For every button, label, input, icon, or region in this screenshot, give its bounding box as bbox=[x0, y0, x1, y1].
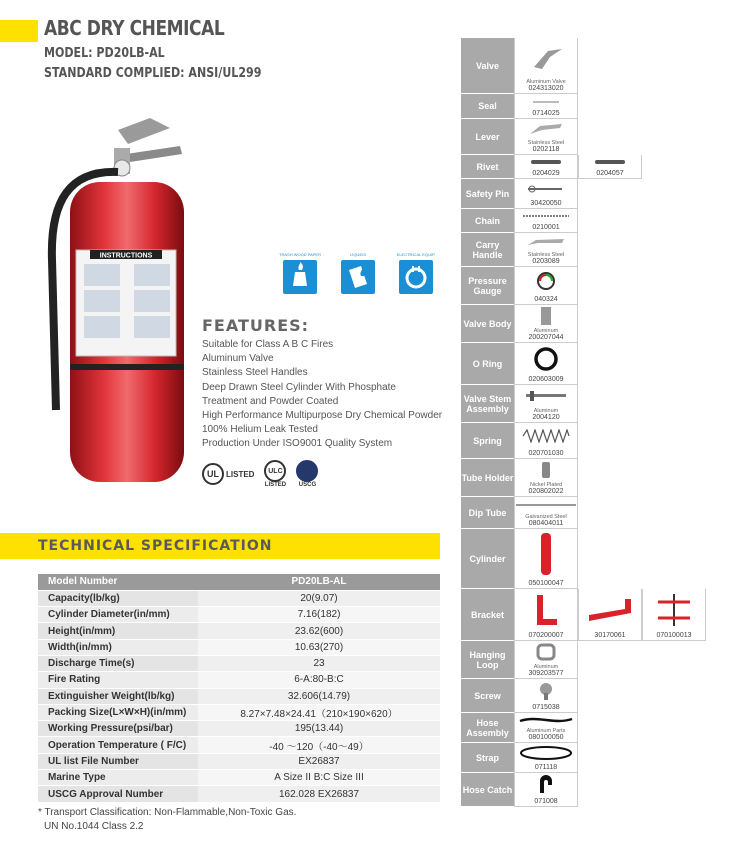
lever-icon bbox=[515, 119, 577, 140]
tube-holder-icon bbox=[515, 459, 577, 482]
part-code: 30420050 bbox=[530, 199, 562, 207]
carry-handle-icon bbox=[515, 233, 577, 252]
spec-value: 23 bbox=[198, 655, 440, 671]
spec-value: A Size II B:C Size III bbox=[198, 770, 440, 786]
feature-item: Deep Drawn Steel Cylinder With Phosphate bbox=[202, 381, 396, 393]
dip-tube-icon bbox=[515, 497, 577, 514]
part-label: Cylinder bbox=[461, 529, 514, 589]
fire-class-c-icon bbox=[398, 252, 434, 294]
ulc-mark: ULC bbox=[264, 460, 286, 482]
part-label: Valve Body bbox=[461, 305, 514, 343]
spec-row bbox=[38, 753, 440, 769]
spec-value: 162.028 EX26837 bbox=[198, 786, 440, 802]
spec-key: Discharge Time(s) bbox=[38, 655, 198, 671]
feature-item: Suitable for Class A B C Fires bbox=[202, 339, 334, 350]
part-row-seal bbox=[461, 94, 725, 119]
part-code: 071008 bbox=[534, 797, 558, 805]
part-code: 0202118 bbox=[532, 145, 560, 153]
spec-key: Marine Type bbox=[38, 770, 198, 786]
electrical-fire-icon bbox=[399, 260, 433, 294]
part-row-carry-handle bbox=[461, 233, 725, 267]
part-material: Aluminum bbox=[533, 407, 559, 414]
ulc-listed-logo bbox=[264, 460, 286, 488]
part-cell bbox=[578, 589, 642, 641]
part-code: 040324 bbox=[534, 295, 558, 303]
features-list bbox=[202, 338, 442, 452]
spec-row bbox=[38, 688, 440, 704]
part-cell bbox=[514, 589, 578, 641]
part-code: 30170061 bbox=[594, 631, 626, 639]
o-ring-icon bbox=[515, 343, 577, 376]
spec-row bbox=[38, 639, 440, 655]
spec-key: Fire Rating bbox=[38, 672, 198, 688]
part-cell bbox=[514, 209, 578, 233]
part-label: Dip Tube bbox=[461, 497, 514, 529]
hose-icon bbox=[515, 713, 577, 728]
part-label: Safety Pin bbox=[461, 179, 514, 209]
transport-note bbox=[38, 806, 296, 834]
feature-item: 100% Helium Leak Tested bbox=[202, 424, 318, 436]
spec-row bbox=[38, 737, 440, 753]
part-code: 0715038 bbox=[532, 703, 560, 711]
spec-key: Cylinder Diameter(in/mm) bbox=[38, 607, 198, 623]
fire-class-icons bbox=[279, 252, 436, 294]
part-material: Galvanized Steel bbox=[525, 513, 567, 520]
spec-value: 8.27×7.48×24.41（210×190×620） bbox=[198, 704, 440, 720]
part-code: 024313020 bbox=[528, 84, 564, 92]
page-title: ABC DRY CHEMICAL bbox=[44, 16, 225, 40]
part-code: 070200007 bbox=[528, 631, 564, 639]
part-label: Valve Stem Assembly bbox=[461, 385, 514, 423]
hose-catch-icon bbox=[515, 773, 577, 798]
spec-value: 23.62(600) bbox=[198, 623, 440, 639]
bracket-icon bbox=[515, 589, 577, 632]
cylinder-icon bbox=[515, 529, 577, 580]
part-code: 071118 bbox=[534, 763, 558, 771]
uscg-logo bbox=[296, 460, 318, 488]
part-cell bbox=[642, 589, 706, 641]
part-row-o-ring bbox=[461, 343, 725, 385]
spec-key: Width(in/mm) bbox=[38, 639, 198, 655]
spec-value: 10.63(270) bbox=[198, 639, 440, 655]
feature-item: Production Under ISO9001 Quality System bbox=[202, 438, 393, 450]
part-cell bbox=[514, 459, 578, 497]
part-material: Aluminum bbox=[533, 327, 559, 334]
part-label: Hanging Loop bbox=[461, 641, 514, 679]
part-label: Carry Handle bbox=[461, 233, 514, 267]
part-cell bbox=[514, 119, 578, 155]
strap-bracket-icon bbox=[643, 589, 705, 632]
chain-icon bbox=[515, 209, 577, 224]
part-code: 050100047 bbox=[528, 579, 564, 587]
fire-class-c-label: ELECTRICAL EQUIP. bbox=[396, 252, 436, 257]
part-material: Aluminum Valve bbox=[526, 78, 566, 85]
part-code: 0714025 bbox=[532, 109, 560, 117]
part-cell bbox=[514, 743, 578, 773]
part-cell bbox=[514, 497, 578, 529]
fire-class-b-label: LIQUIDS bbox=[349, 252, 366, 257]
part-row-lever bbox=[461, 119, 725, 155]
part-row-chain bbox=[461, 209, 725, 233]
certification-logos bbox=[202, 460, 318, 488]
part-cell bbox=[514, 305, 578, 343]
part-label: Screw bbox=[461, 679, 514, 713]
part-cell bbox=[514, 423, 578, 459]
fire-class-b-icon bbox=[340, 252, 376, 294]
part-row-hanging-loop bbox=[461, 641, 725, 679]
part-row-rivet bbox=[461, 155, 725, 179]
ul-mark: UL bbox=[202, 463, 224, 485]
spec-key: USCG Approval Number bbox=[38, 786, 198, 802]
instructions-label: INSTRUCTIONS bbox=[99, 252, 153, 260]
part-material: Aluminum Parts bbox=[526, 727, 566, 734]
spec-value: EX26837 bbox=[198, 753, 440, 769]
spec-row bbox=[38, 721, 440, 737]
part-label: Pressure Gauge bbox=[461, 267, 514, 305]
valve-body-icon bbox=[515, 305, 577, 328]
uscg-seal-icon bbox=[296, 460, 318, 482]
spec-key: Extinguisher Weight(lb/kg) bbox=[38, 688, 198, 704]
spec-row bbox=[38, 623, 440, 639]
trash-fire-icon bbox=[283, 260, 317, 294]
spec-key: Packing Size(L×W×H)(in/mm) bbox=[38, 704, 198, 720]
spec-row bbox=[38, 607, 440, 623]
fire-class-a-icon bbox=[279, 252, 321, 294]
part-cell bbox=[514, 713, 578, 743]
part-cell bbox=[514, 179, 578, 209]
part-code: 309203577 bbox=[528, 669, 564, 677]
spec-section-title: TECHNICAL SPECIFICATION bbox=[38, 538, 273, 554]
rivet-icon bbox=[515, 155, 577, 170]
part-label: Lever bbox=[461, 119, 514, 155]
liquid-fire-icon bbox=[341, 260, 375, 294]
part-code: 020603009 bbox=[528, 375, 564, 383]
spec-row bbox=[38, 786, 440, 802]
part-row-screw bbox=[461, 679, 725, 713]
part-row-pressure-gauge bbox=[461, 267, 725, 305]
part-label: Bracket bbox=[461, 589, 514, 641]
part-code: 080404011 bbox=[528, 519, 564, 527]
feature-item: Aluminum Valve bbox=[202, 353, 274, 365]
spec-table bbox=[38, 574, 440, 803]
part-row-safety-pin bbox=[461, 179, 725, 209]
part-row-valve-body bbox=[461, 305, 725, 343]
part-cell bbox=[514, 94, 578, 119]
part-label: Chain bbox=[461, 209, 514, 233]
spec-key: UL list File Number bbox=[38, 753, 198, 769]
feature-item: High Performance Multipurpose Dry Chemical Powder bbox=[202, 410, 443, 422]
spec-value: 7.16(182) bbox=[198, 607, 440, 623]
part-cell bbox=[514, 385, 578, 423]
spec-value: 6-A:80-B:C bbox=[198, 672, 440, 688]
transport-classification: * Transport Classification: Non-Flammable,Non-Toxic Gas. bbox=[38, 807, 297, 818]
spec-row bbox=[38, 770, 440, 786]
part-code: 0204029 bbox=[532, 169, 560, 177]
part-row-bracket bbox=[461, 589, 725, 641]
part-label: Seal bbox=[461, 94, 514, 119]
part-code: 020701030 bbox=[528, 449, 564, 457]
feature-item: Stainless Steel Handles bbox=[202, 367, 308, 379]
part-cell bbox=[514, 233, 578, 267]
part-material: Stainless Steel bbox=[527, 251, 565, 258]
bracket-icon bbox=[579, 589, 641, 632]
part-material: Aluminum bbox=[533, 663, 559, 670]
part-label: O Ring bbox=[461, 343, 514, 385]
part-label: Valve bbox=[461, 38, 514, 94]
part-code: 020802022 bbox=[528, 487, 564, 495]
strap-icon bbox=[515, 743, 577, 764]
part-cell bbox=[514, 641, 578, 679]
part-code: 2004120 bbox=[532, 413, 560, 421]
spec-key: Capacity(lb/kg) bbox=[38, 590, 198, 606]
part-label: Hose Catch bbox=[461, 773, 514, 807]
fire-class-a-label: TRASH WOOD PAPER bbox=[279, 252, 321, 257]
part-row-cylinder bbox=[461, 529, 725, 589]
part-cell bbox=[514, 679, 578, 713]
spec-key: Operation Temperature ( F/C) bbox=[38, 737, 198, 753]
part-label: Strap bbox=[461, 743, 514, 773]
part-label: Hose Assembly bbox=[461, 713, 514, 743]
hanging-loop-icon bbox=[515, 641, 577, 664]
part-code: 080100050 bbox=[528, 733, 564, 741]
spec-header-row bbox=[38, 574, 440, 590]
feature-item: Treatment and Powder Coated bbox=[202, 395, 339, 407]
part-row-hose-catch bbox=[461, 773, 725, 807]
screw-icon bbox=[515, 679, 577, 704]
spec-row bbox=[38, 590, 440, 606]
spec-header-key: Model Number bbox=[38, 574, 198, 590]
part-row-valve bbox=[461, 38, 725, 94]
rivet-icon bbox=[579, 155, 641, 170]
part-code: 0204057 bbox=[596, 169, 624, 177]
ulc-listed-text: LISTED bbox=[264, 482, 287, 488]
part-cell bbox=[514, 38, 578, 94]
part-material: Nickel Plated bbox=[529, 481, 563, 488]
standard-complied: STANDARD COMPLIED: ANSI/UL299 bbox=[44, 66, 262, 81]
part-cell bbox=[514, 155, 578, 179]
part-material: Stainless Steel bbox=[527, 139, 565, 146]
part-code: 070100013 bbox=[656, 631, 692, 639]
part-label: Rivet bbox=[461, 155, 514, 179]
part-code: 0203089 bbox=[532, 257, 560, 265]
spec-key: Working Pressure(psi/bar) bbox=[38, 721, 198, 737]
part-label: Spring bbox=[461, 423, 514, 459]
spec-value: 32.606(14.79) bbox=[198, 688, 440, 704]
spring-icon bbox=[515, 423, 577, 450]
fire-extinguisher-image bbox=[30, 110, 200, 500]
spec-key: Height(in/mm) bbox=[38, 623, 198, 639]
spec-row bbox=[38, 672, 440, 688]
spec-value: 20(9.07) bbox=[198, 590, 440, 606]
spec-value: 195(13.44) bbox=[198, 721, 440, 737]
seal-icon bbox=[515, 94, 577, 110]
features-title: FEATURES: bbox=[202, 316, 310, 335]
spec-header-value: PD20LB-AL bbox=[198, 574, 440, 590]
part-cell bbox=[514, 773, 578, 807]
part-code: 200207044 bbox=[528, 333, 564, 341]
part-row-valve-stem bbox=[461, 385, 725, 423]
safety-pin-icon bbox=[515, 179, 577, 200]
spec-row bbox=[38, 704, 440, 720]
part-label: Tube Holder bbox=[461, 459, 514, 497]
parts-list bbox=[461, 38, 725, 807]
part-row-strap bbox=[461, 743, 725, 773]
part-cell bbox=[514, 529, 578, 589]
uscg-text: USCG bbox=[298, 482, 317, 488]
ul-listed-text: LISTED bbox=[226, 469, 255, 479]
part-cell bbox=[578, 155, 642, 179]
part-code: 0210001 bbox=[532, 223, 560, 231]
pressure-gauge-icon bbox=[515, 267, 577, 296]
model-number: MODEL: PD20LB-AL bbox=[44, 46, 165, 61]
valve-icon bbox=[515, 38, 577, 79]
title-accent-bar bbox=[0, 20, 38, 42]
un-number: UN No.1044 Class 2.2 bbox=[44, 821, 144, 832]
spec-value: -40 ～120（-40～49） bbox=[198, 737, 440, 753]
part-row-hose-assembly bbox=[461, 713, 725, 743]
part-cell bbox=[514, 267, 578, 305]
valve-stem-icon bbox=[515, 385, 577, 408]
part-row-dip-tube bbox=[461, 497, 725, 529]
spec-row bbox=[38, 655, 440, 671]
part-row-spring bbox=[461, 423, 725, 459]
part-cell bbox=[514, 343, 578, 385]
part-row-tube-holder bbox=[461, 459, 725, 497]
ul-listed-logo bbox=[202, 463, 254, 485]
